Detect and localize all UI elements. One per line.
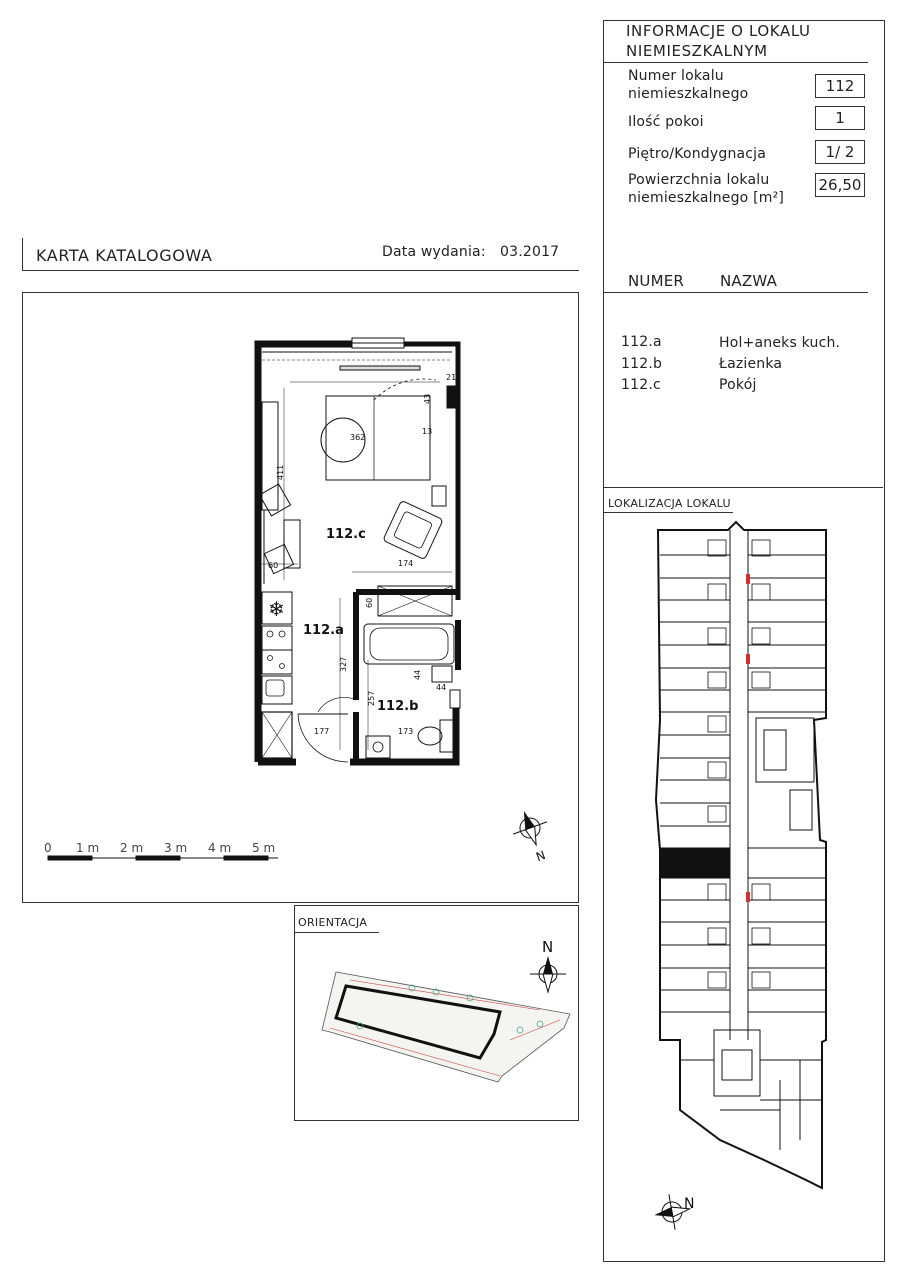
info-row-rooms-label: Ilość pokoi [628, 114, 704, 130]
dim-60b: 60 [365, 597, 374, 608]
room-label-b: 112.b [377, 699, 419, 714]
site-plan [322, 972, 570, 1082]
info-value-area: 26,50 [815, 173, 865, 197]
location-title: LOKALIZACJA LOKALU [608, 497, 731, 510]
dim-362: 362 [350, 433, 366, 442]
dim-44b: 44 [436, 683, 447, 692]
compass-plan [507, 805, 560, 869]
card-title: KARTA KATALOGOWA [36, 246, 213, 265]
room-name-a: Hol+aneks kuch. [719, 335, 841, 351]
info-title-line1: INFORMACJE O LOKALU [626, 22, 811, 40]
info-row-number-label-1: Numer lokalu [628, 68, 724, 84]
room-label-a: 112.a [303, 623, 344, 638]
svg-text:N: N [542, 938, 554, 956]
info-row-floor-label: Piętro/Kondygnacja [628, 146, 767, 162]
room-name-b: Łazienka [719, 356, 783, 372]
dim-174: 174 [398, 559, 414, 568]
info-value-floor: 1/ 2 [815, 140, 865, 164]
rooms-header-name: NAZWA [720, 272, 778, 290]
dim-257: 257 [367, 690, 376, 706]
scale-label-1: 1 m [76, 841, 100, 855]
compass-location-n: N [684, 1196, 695, 1212]
scale-bar [44, 841, 275, 855]
highlighted-unit [660, 848, 730, 878]
dim-13: 13 [422, 427, 433, 436]
svg-text:❄: ❄ [268, 597, 285, 621]
rooms-header-number: NUMER [628, 272, 685, 290]
compass-orientation [530, 938, 566, 992]
info-row-number-label-2: niemieszkalnego [628, 86, 749, 102]
dim-327: 327 [339, 656, 348, 672]
card-date-value: 03.2017 [500, 244, 560, 260]
dimension-labels [268, 373, 456, 736]
dim-411: 411 [276, 464, 285, 480]
orientation-title: ORIENTACJA [298, 916, 368, 929]
room-number-b: 112.b [621, 356, 663, 372]
room-number-a: 112.a [621, 334, 662, 350]
dim-43: 43 [423, 393, 432, 404]
scale-label-5: 5 m [252, 841, 276, 855]
dim-21: 21 [446, 373, 457, 382]
info-row-area-label-1: Powierzchnia lokalu [628, 172, 770, 188]
card-date-label: Data wydania: [382, 244, 486, 260]
room-number-c: 112.c [621, 377, 661, 393]
scale-label-4: 4 m [208, 841, 232, 855]
scale-ticks [48, 856, 278, 860]
room-label-c: 112.c [326, 527, 366, 542]
dim-44a: 44 [413, 669, 422, 680]
room-name-c: Pokój [719, 377, 757, 393]
scale-label-0: 0 [44, 841, 52, 855]
info-title-line2: NIEMIESZKALNYM [626, 42, 768, 60]
info-value-number: 112 [815, 74, 865, 98]
info-row-area-label-2: niemieszkalnego [m²] [628, 190, 785, 206]
scale-label-3: 3 m [164, 841, 188, 855]
dim-177: 177 [314, 727, 330, 736]
scale-label-2: 2 m [120, 841, 144, 855]
svg-text:N: N [534, 847, 548, 865]
dim-173: 173 [398, 727, 414, 736]
dim-60a: 60 [268, 561, 279, 570]
info-value-rooms: 1 [815, 106, 865, 130]
